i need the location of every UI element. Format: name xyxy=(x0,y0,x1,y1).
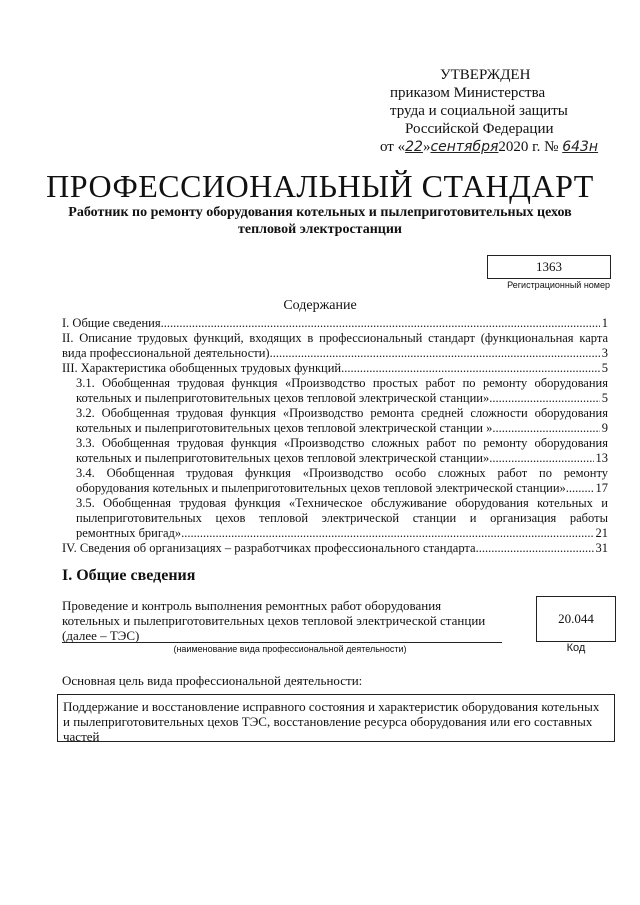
toc-entry[interactable] xyxy=(62,466,608,496)
activity-kind-line-1: Проведение и контроль выполнения ремонтных работ оборудования xyxy=(62,598,442,613)
date-day-handwritten: 22 xyxy=(405,139,423,155)
page-title: ПРОФЕССИОНАЛЬНЫЙ СТАНДАРТ xyxy=(46,168,594,204)
page-subtitle xyxy=(40,204,600,238)
toc-entry[interactable] xyxy=(62,361,608,376)
activity-code-box: 20.044 xyxy=(536,596,616,642)
subtitle-line-1: Работник по ремонту оборудования котельных и пылеприготовительных цехов xyxy=(68,205,572,220)
approval-date-line xyxy=(380,138,620,156)
toc-entry-text: пылеприготовительных цехов тепловой электрической станции и организация работы xyxy=(76,511,608,525)
registration-number-box: 1363 xyxy=(487,255,611,279)
toc-entry-text: котельных и пылеприготовительных цехов тепловой электрической станции » xyxy=(76,421,493,435)
activity-kind-line-2: котельных и пылеприготовительных цехов тепловой электрической станции xyxy=(62,613,486,628)
date-mid: » xyxy=(422,139,431,155)
toc-entry[interactable] xyxy=(62,496,608,541)
toc-entry-text: I. Общие сведения xyxy=(62,316,161,330)
registration-number-label: Регистрационный номер xyxy=(507,280,610,290)
toc-page-number: 13 xyxy=(595,451,608,465)
toc-page-number: 3 xyxy=(601,346,608,360)
toc-entry-text: 3.1. Обобщенная трудовая функция «Производство простых работ по ремонту оборудования xyxy=(76,376,608,390)
table-of-contents xyxy=(62,316,608,556)
toc-entry-text: оборудования котельных и пылеприготовительных цехов тепловой электрической станции».. xyxy=(76,481,573,495)
toc-leader-dots xyxy=(476,541,594,556)
toc-leader-dots xyxy=(489,451,593,466)
date-year: 2020 г. № xyxy=(498,139,559,155)
toc-entry[interactable] xyxy=(62,436,608,466)
toc-entry[interactable] xyxy=(62,331,608,361)
toc-entry-text: 3.2. Обобщенная трудовая функция «Производство ремонта средней сложности оборудования xyxy=(76,406,608,420)
toc-entry-text: котельных и пылеприготовительных цехов тепловой электрической станции» xyxy=(76,391,490,405)
toc-entry[interactable] xyxy=(62,316,608,331)
activity-kind-name xyxy=(62,598,502,643)
toc-entry[interactable] xyxy=(62,406,608,436)
activity-code-caption: Код xyxy=(566,642,586,654)
approval-line-federation: Российской Федерации xyxy=(405,121,554,137)
toc-leader-dots xyxy=(489,391,600,406)
date-month-handwritten: сентября xyxy=(430,139,499,155)
toc-entry-text: вида профессиональной деятельности) xyxy=(62,346,270,360)
toc-leader-dots xyxy=(161,316,600,331)
approval-line-ministry: приказом Министерства xyxy=(390,85,546,101)
toc-entry-text: 3.3. Обобщенная трудовая функция «Производство сложных работ по ремонту оборудования xyxy=(76,436,608,450)
purpose-text-box: Поддержание и восстановление исправного состояния и характеристик оборудования котельных и пылеприготовительных цехов ТЭС, восстановление ресурса оборудования или его составных частей xyxy=(57,694,615,742)
toc-leader-dots xyxy=(181,526,593,541)
toc-entry-text: котельных и пылеприготовительных цехов тепловой электрической станции» xyxy=(76,451,490,465)
subtitle-line-2: тепловой электростанции xyxy=(238,222,402,237)
toc-entry[interactable] xyxy=(62,541,608,556)
toc-leader-dots xyxy=(492,421,599,436)
purpose-label: Основная цель вида профессиональной деятельности: xyxy=(62,673,363,688)
toc-entry[interactable] xyxy=(62,376,608,406)
activity-kind-caption: (наименование вида профессиональной деятельности) xyxy=(173,644,407,654)
toc-entry-text: 3.5. Обобщенная трудовая функция «Техническое обслуживание оборудования котельных и xyxy=(76,496,608,510)
toc-title: Содержание xyxy=(283,298,357,313)
toc-page-number: 5 xyxy=(601,391,608,405)
toc-entry-text: IV. Сведения об организациях – разработчиках профессионального стандарта xyxy=(62,541,476,555)
toc-leader-dots xyxy=(572,481,593,496)
toc-leader-dots xyxy=(341,361,600,376)
toc-page-number: 1 xyxy=(601,316,608,330)
date-prefix: от « xyxy=(380,139,406,155)
toc-page-number: 21 xyxy=(595,526,608,540)
approval-line-labor: труда и социальной защиты xyxy=(390,103,568,119)
section-heading-general: I. Общие сведения xyxy=(62,567,196,584)
approval-block xyxy=(380,66,620,156)
toc-entry-text: III. Характеристика обобщенных трудовых функций xyxy=(62,361,342,375)
order-number-handwritten: 643н xyxy=(562,139,599,155)
toc-entry-text: 3.4. Обобщенная трудовая функция «Производство особо сложных работ по ремонту xyxy=(76,466,608,480)
activity-kind-line-3: (далее – ТЭС) xyxy=(62,628,140,643)
toc-page-number: 17 xyxy=(595,481,608,495)
toc-leader-dots xyxy=(270,346,600,361)
toc-entry-text: ремонтных бригад» xyxy=(76,526,182,540)
toc-page-number: 5 xyxy=(601,361,608,375)
toc-page-number: 9 xyxy=(601,421,608,435)
approval-title: УТВЕРЖДЕН xyxy=(440,67,531,83)
toc-entry-text: II. Описание трудовых функций, входящих в профессиональный стандарт (функциональная карта xyxy=(62,331,608,345)
toc-page-number: 31 xyxy=(595,541,608,555)
activity-kind-underline xyxy=(62,642,502,643)
